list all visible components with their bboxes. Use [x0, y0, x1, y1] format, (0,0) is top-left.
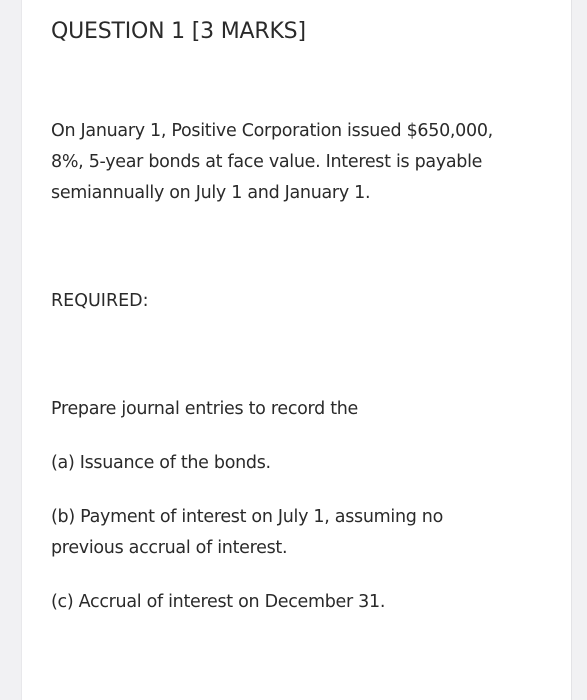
- required-heading: REQUIRED:: [51, 291, 149, 311]
- question-intro: On January 1, Positive Corporation issued $650,000, 8%, 5-year bonds at face value. Interest is payable semiannually on July 1 and January 1.: [51, 121, 493, 203]
- question-title: QUESTION 1 [3 MARKS]: [51, 19, 306, 44]
- right-border: [571, 0, 572, 700]
- prepare-instruction: Prepare journal entries to record the: [51, 399, 359, 419]
- list-item-a: (a) Issuance of the bonds.: [51, 453, 271, 473]
- list-item-b: (b) Payment of interest on July 1, assuming no previous accrual of interest.: [51, 507, 444, 558]
- question-card: [22, 0, 571, 700]
- list-item-c: (c) Accrual of interest on December 31.: [51, 592, 386, 612]
